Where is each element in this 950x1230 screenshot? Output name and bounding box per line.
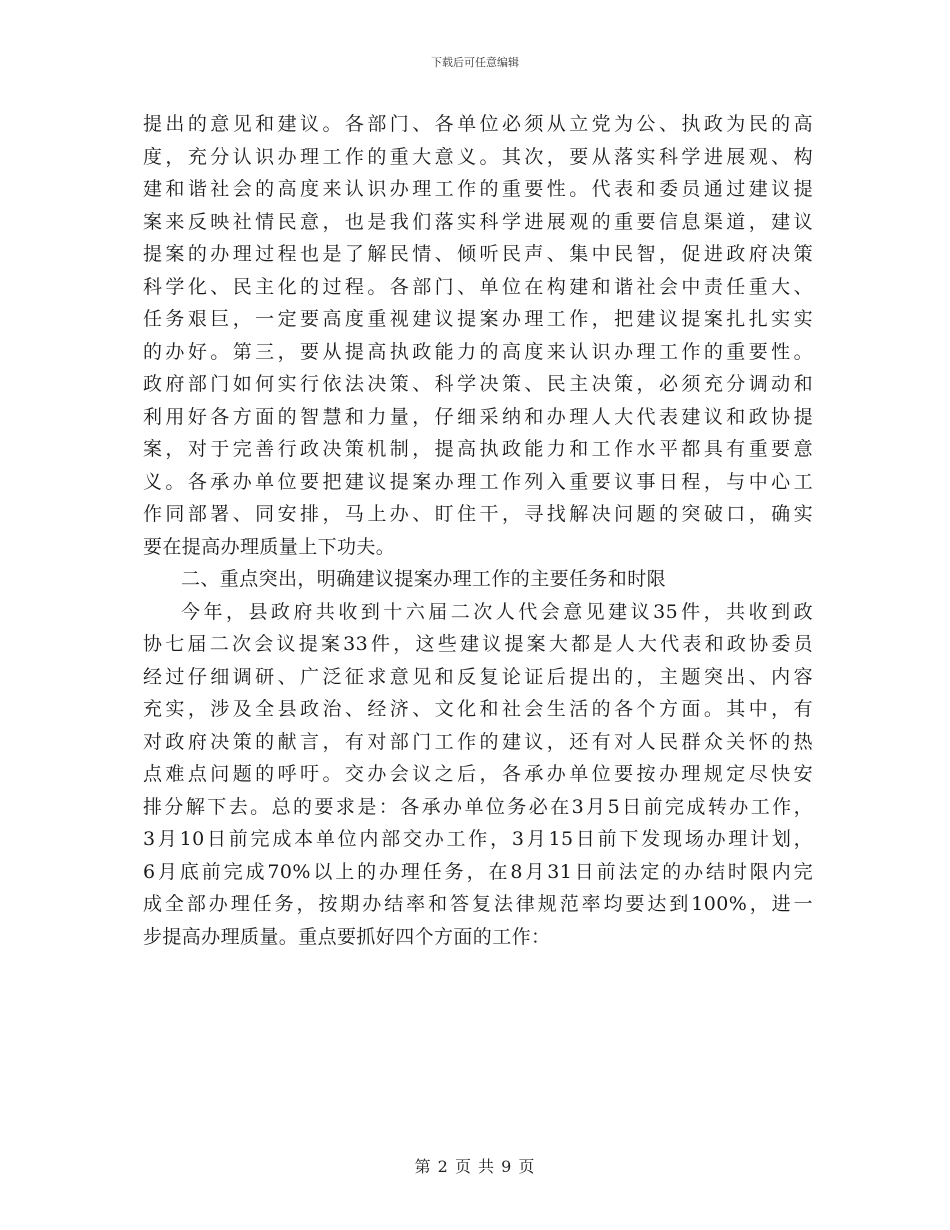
body-line: 协七届二次会议提案33件，这些建议提案大都是人大代表和政协委员 (143, 633, 813, 655)
body-line: 政府部门如何实行依法决策、科学决策、民主决策，必须充分调动和 (143, 373, 813, 395)
body-line: 6月底前完成70%以上的办理任务，在8月31日前法定的办结时限内完 (143, 860, 813, 883)
body-line: 义。各承办单位要把建议提案办理工作列入重要议事日程，与中心工 (143, 470, 813, 493)
body-line: 提出的意见和建议。各部门、各单位必须从立党为公、执政为民的高 (143, 113, 813, 135)
body-line: 经过仔细调研、广泛征求意见和反复论证后提出的，主题突出、内容 (143, 665, 813, 688)
section-heading: 二、重点突出，明确建议提案办理工作的主要任务和时限 (181, 568, 667, 590)
body-line: 成全部办理任务，按期办结率和答复法律规范率均要达到100%，进一 (143, 893, 813, 915)
body-line: 步提高办理质量。重点要抓好四个方面的工作： (143, 925, 551, 948)
body-line: 充实，涉及全县政治、经济、文化和社会生活的各个方面。其中，有 (143, 698, 813, 720)
page-number-footer: 第 2 页 共 9 页 (414, 1157, 536, 1176)
body-line: 对政府决策的献言，有对部门工作的建议，还有对人民群众关怀的热 (143, 730, 813, 753)
body-line: 利用好各方面的智慧和力量，仔细采纳和办理人大代表建议和政协提 (143, 405, 813, 428)
body-line: 建和谐社会的高度来认识办理工作的重要性。代表和委员通过建议提 (143, 178, 813, 200)
body-line: 3月10日前完成本单位内部交办工作，3月15日前下发现场办理计划， (143, 828, 813, 850)
body-line: 提案的办理过程也是了解民情、倾听民声、集中民智，促进政府决策 (143, 243, 813, 265)
body-line: 排分解下去。总的要求是：各承办单位务必在3月5日前完成转办工作， (143, 795, 813, 818)
body-line: 今年，县政府共收到十六届二次人代会意见建议35件，共收到政 (181, 600, 813, 623)
body-line: 作同部署、同安排，马上办、盯住干，寻找解决问题的突破口，确实 (143, 503, 813, 525)
body-line: 点难点问题的呼吁。交办会议之后，各承办单位要按办理规定尽快安 (143, 763, 813, 785)
body-line: 任务艰巨，一定要高度重视建议提案办理工作，把建议提案扎扎实实 (143, 308, 813, 330)
document-body (143, 108, 813, 953)
body-line: 科学化、民主化的过程。各部门、单位在构建和谐社会中责任重大、 (143, 275, 813, 298)
body-line: 要在提高办理质量上下功夫。 (143, 535, 396, 558)
body-line: 的办好。第三，要从提高执政能力的高度来认识办理工作的重要性。 (143, 340, 813, 363)
body-line: 案来反映社情民意，也是我们落实科学进展观的重要信息渠道，建议 (143, 210, 813, 233)
body-line: 案，对于完善行政决策机制，提高执政能力和工作水平都具有重要意 (143, 438, 813, 460)
body-line: 度，充分认识办理工作的重大意义。其次，要从落实科学进展观、构 (143, 145, 813, 168)
page-header: 下载后可任意编辑 (431, 56, 519, 69)
